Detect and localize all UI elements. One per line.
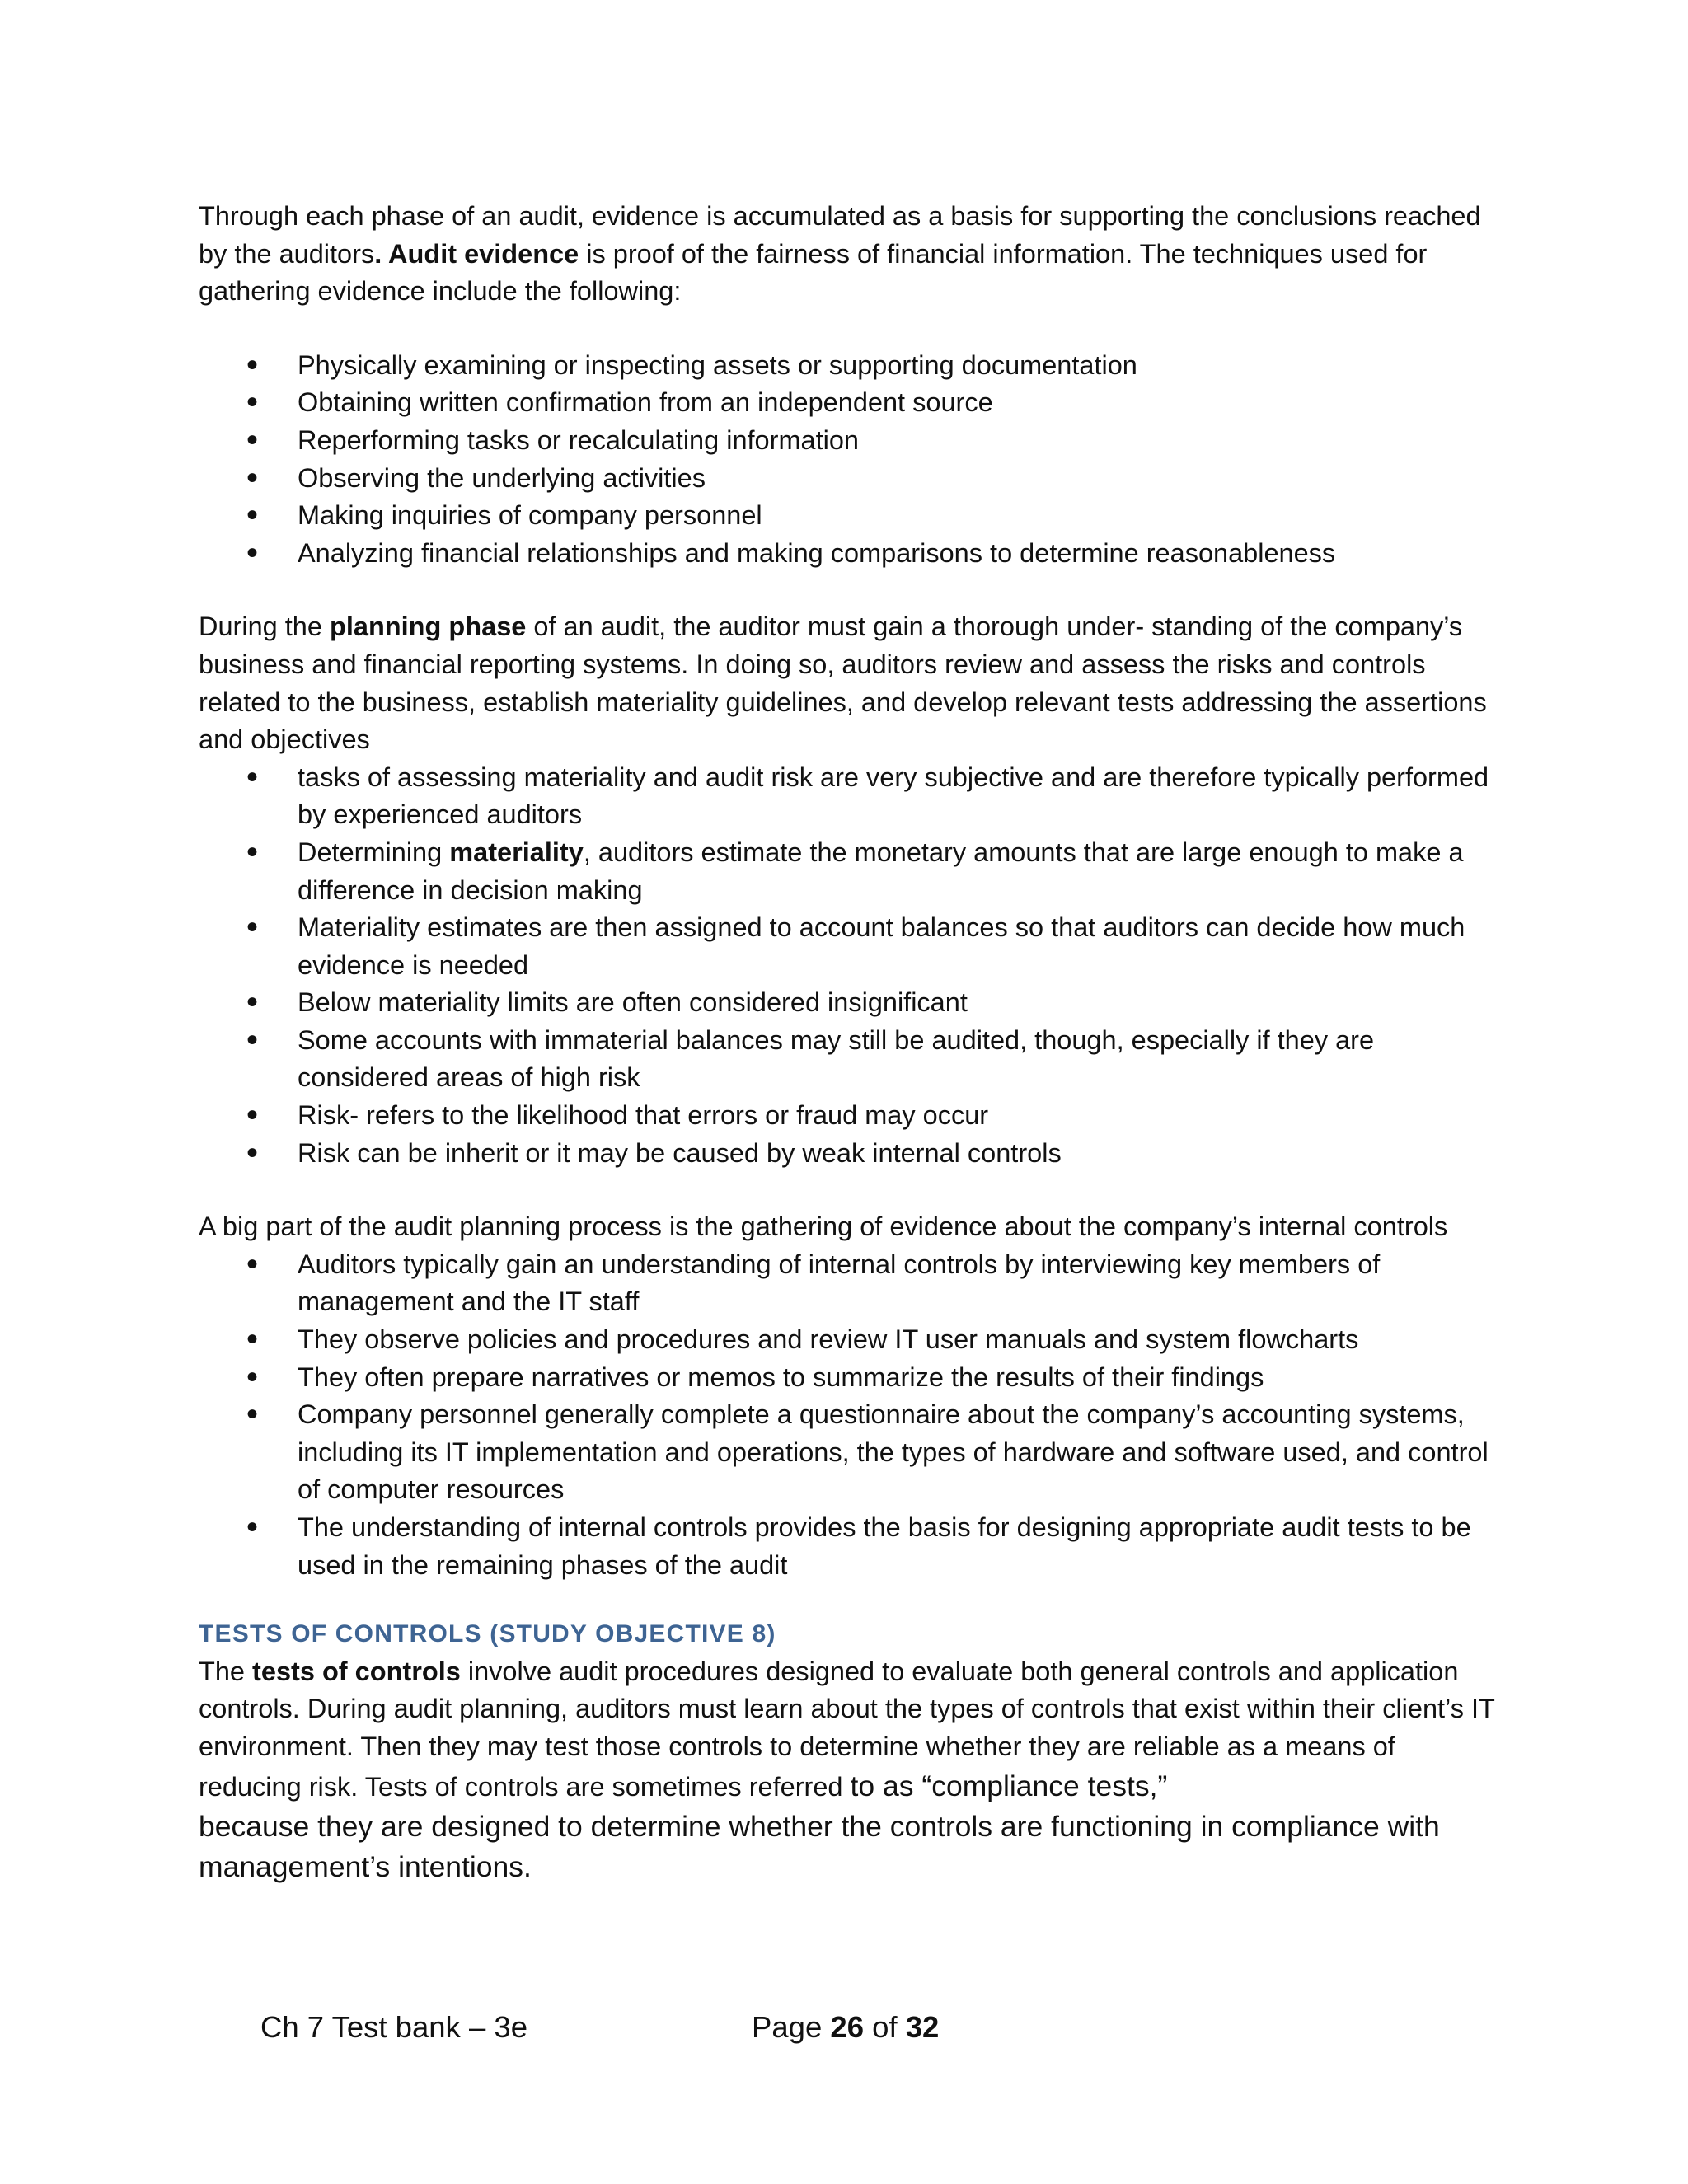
list-item: • The understanding of internal controls provides the basis for designing appropriate audit tests to be used in the remaining phases of the audit [298, 1509, 1501, 1584]
audit-evidence-term: . Audit evidence [374, 238, 579, 269]
total-pages: 32 [905, 2010, 940, 2044]
list-item: • Risk can be inherit or it may be caused by weak internal controls [298, 1135, 1501, 1173]
list-item: • They often prepare narratives or memos to summarize the results of their findings [298, 1359, 1501, 1397]
list-item: • Observing the underlying activities [298, 460, 1501, 498]
list-item: • Reperforming tasks or recalculating information [298, 422, 1501, 460]
list-item: • tasks of assessing materiality and audit risk are very subjective and are therefore typically performed by experienced auditors [298, 759, 1501, 834]
list-item: • Below materiality limits are often considered insignificant [298, 984, 1501, 1022]
list-item: • Auditors typically gain an understanding of internal controls by interviewing key members of management and the IT staff [298, 1246, 1501, 1321]
planning-paragraph: During the planning phase of an audit, the auditor must gain a thorough under- standing of the company’s business and financial reporting systems. In doing so, auditors review and assess the risks and controls related to the business, establish materiality guidelines, and develop relevant tests addressing the assertions and objectives [199, 612, 1487, 755]
internal-controls-bullet-list [199, 1246, 1501, 1584]
intro-paragraph: Through each phase of an audit, evidence is accumulated as a basis for supporting the conclusions reached by the auditors. Audit evidence is proof of the fairness of financial information. The techniques used for gathering evidence include the following: [199, 201, 1481, 307]
list-item: • Materiality estimates are then assigned to account balances so that auditors can decide how much evidence is needed [298, 909, 1501, 984]
internal-controls-paragraph: A big part of the audit planning process is the gathering of evidence about the company’s internal controls [199, 1212, 1448, 1242]
list-item: • They observe policies and procedures and review IT user manuals and system flowcharts [298, 1321, 1501, 1359]
materiality-term: materiality [449, 837, 584, 867]
list-item: • Obtaining written confirmation from an independent source [298, 384, 1501, 422]
list-item: • Risk- refers to the likelihood that errors or fraud may occur [298, 1097, 1501, 1135]
page-footer [260, 2003, 1579, 2052]
document-body [199, 198, 1501, 1887]
current-page: 26 [830, 2010, 864, 2044]
tests-of-controls-paragraph: The tests of controls involve audit procedures designed to evaluate both general controls and application controls. During audit planning, auditors must learn about the types of controls that exist within their client’s IT environment. Then they may test those controls to determine whether they are reliable as a means of reducing risk. Tests of controls are sometimes referred to as “compliance tests,” [199, 1656, 1495, 1802]
tests-of-controls-term: tests of controls [252, 1656, 461, 1686]
planning-phase-term: planning phase [329, 612, 527, 642]
tests-of-controls-continuation: because they are designed to determine whether the controls are functioning in compliance with management’s intentions. [199, 1809, 1440, 1883]
list-item: • Physically examining or inspecting assets or supporting documentation [298, 347, 1501, 385]
document-label: Ch 7 Test bank – 3e [260, 2010, 528, 2044]
section-heading: TESTS OF CONTROLS (STUDY OBJECTIVE 8) [199, 1620, 776, 1648]
list-item: • Company personnel generally complete a questionnaire about the company’s accounting systems, including its IT implementation and operations, the types of hardware and software used, and control of computer resources [298, 1396, 1501, 1509]
planning-bullet-list [199, 759, 1501, 1173]
evidence-techniques-list [199, 347, 1501, 573]
list-item: • Some accounts with immaterial balances may still be audited, though, especially if they are considered areas of high risk [298, 1022, 1501, 1097]
list-item: • Analyzing financial relationships and making comparisons to determine reasonableness [298, 535, 1501, 573]
list-item: • Determining materiality, auditors estimate the monetary amounts that are large enough to make a difference in decision making [298, 834, 1501, 909]
list-item: • Making inquiries of company personnel [298, 497, 1501, 535]
page-number: Page 26 of 32 [752, 2010, 940, 2044]
